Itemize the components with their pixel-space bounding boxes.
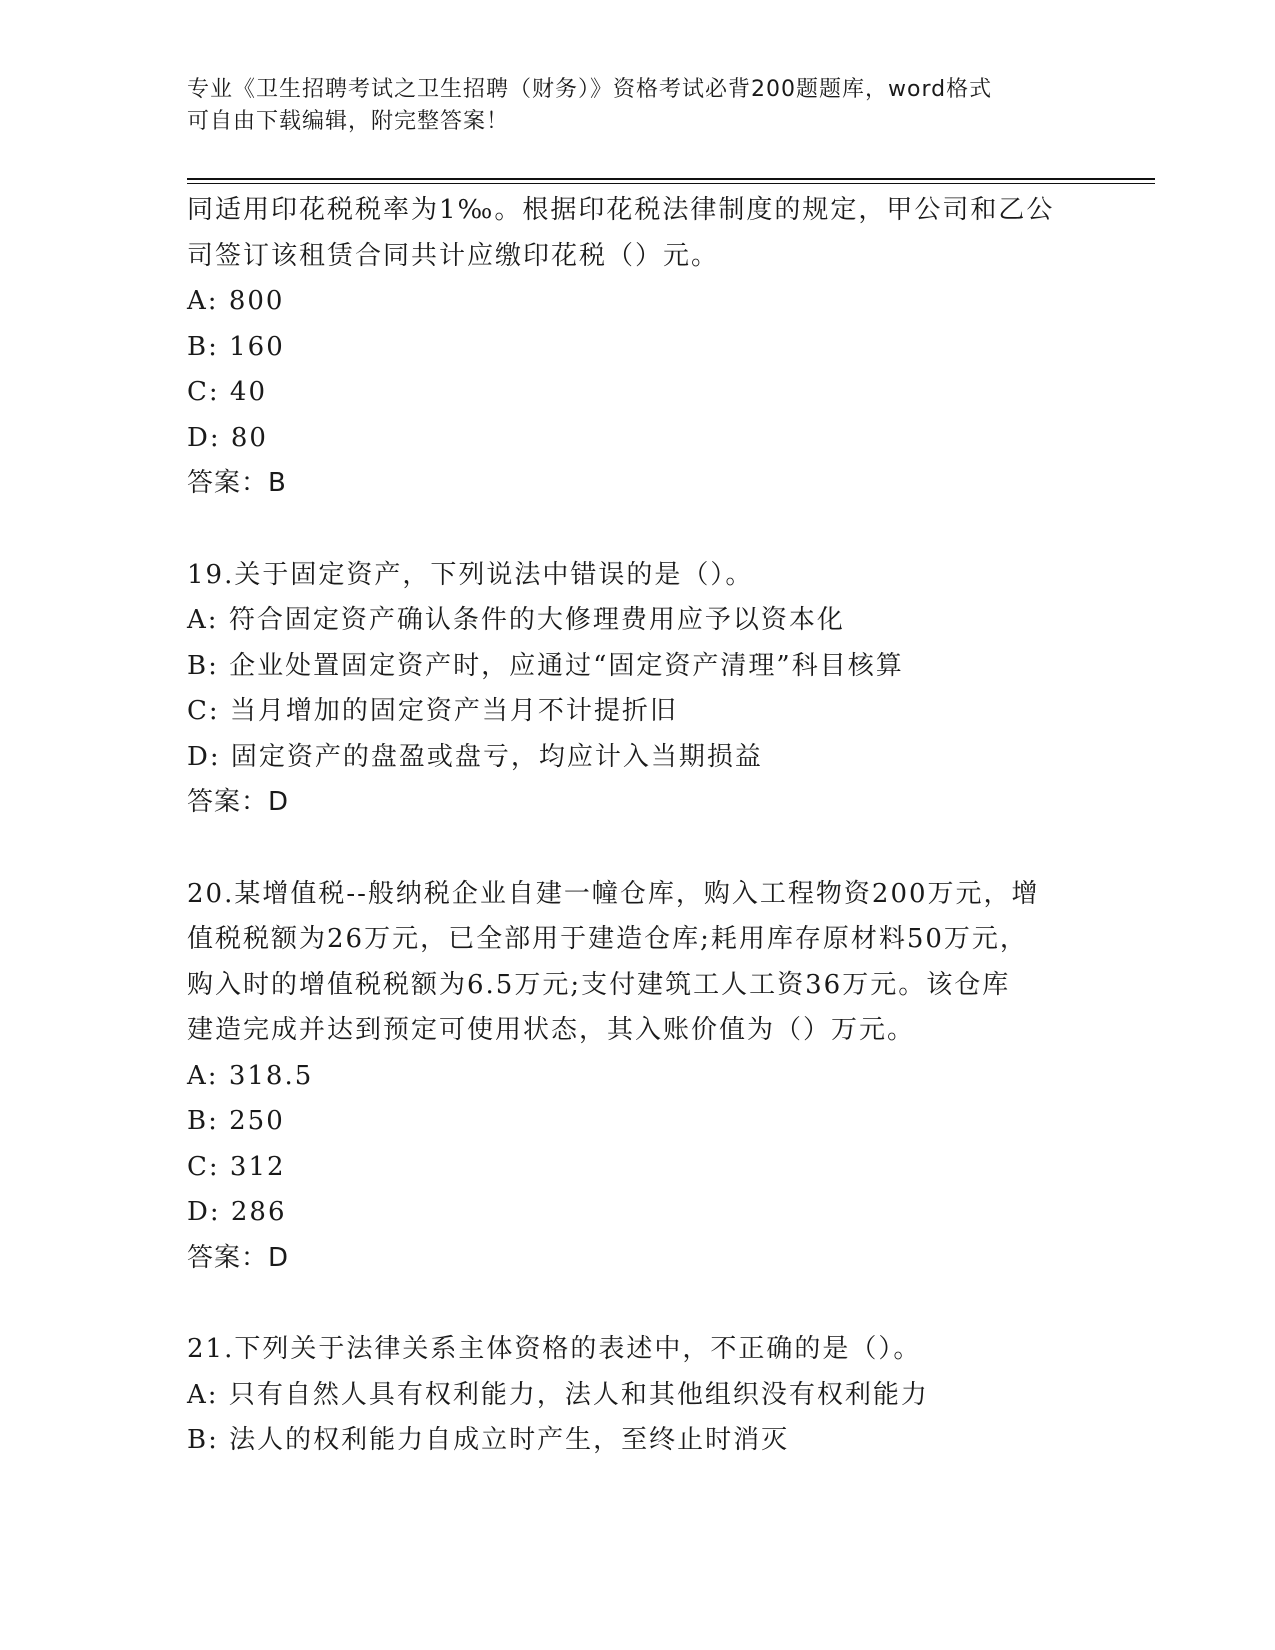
answer-label: 答案：D <box>187 787 290 817</box>
option-c <box>187 689 1087 735</box>
option-key: A: <box>187 286 219 316</box>
question-stem-line: 购入时的增值税税额为6.5万元;支付建筑工人工资36万元。该仓库 <box>187 969 1011 1000</box>
question-stem-line: 司签订该租赁合同共计应缴印花税（）元。 <box>187 240 720 271</box>
question-spacer <box>187 1281 1087 1327</box>
question-stem-line: 21.下列关于法律关系主体资格的表述中，不正确的是（）。 <box>187 1334 922 1364</box>
option-a <box>187 279 1087 325</box>
option-text: 800 <box>228 286 285 316</box>
option-text: 80 <box>230 422 268 453</box>
option-a <box>187 598 1087 644</box>
option-text: 法人的权利能力自成立时产生，至终止时消灭 <box>229 1425 790 1455</box>
option-c <box>187 370 1087 416</box>
question-list <box>187 188 1087 1464</box>
option-text: 250 <box>229 1106 285 1136</box>
option-key: B: <box>187 650 219 681</box>
question-stem-line: 19.关于固定资产，下列说法中错误的是（）。 <box>187 559 754 590</box>
option-key: C: <box>187 377 220 407</box>
option-b <box>187 1418 1087 1464</box>
option-a <box>187 1373 1087 1419</box>
question-stem-line: 20.某增值税--般纳税企业自建一幢仓库，购入工程物资200万元，增 <box>187 878 1040 909</box>
question-18 <box>187 188 1087 507</box>
option-text: 40 <box>229 377 268 407</box>
option-key: A: <box>187 605 219 635</box>
question-19 <box>187 553 1087 826</box>
option-key: B: <box>187 1106 219 1136</box>
document-header <box>187 74 1067 138</box>
question-stem-line: 同适用印花税税率为1‰。根据印花税法律制度的规定，甲公司和乙公 <box>187 195 1055 225</box>
option-d <box>187 416 1087 462</box>
option-d <box>187 1190 1087 1236</box>
option-text: 286 <box>230 1197 287 1227</box>
option-key: C: <box>187 1151 220 1182</box>
question-21 <box>187 1327 1087 1464</box>
option-text: 企业处置固定资产时，应通过“固定资产清理”科目核算 <box>229 650 904 681</box>
header-divider-thick <box>187 178 1155 180</box>
question-20 <box>187 872 1087 1282</box>
option-key: B: <box>187 331 219 362</box>
answer-label: 答案：D <box>187 1242 290 1273</box>
option-d <box>187 735 1087 781</box>
option-key: C: <box>187 696 220 726</box>
option-text: 当月增加的固定资产当月不计提折旧 <box>229 696 678 726</box>
option-key: D: <box>187 422 221 453</box>
option-b <box>187 644 1087 690</box>
option-text: 符合固定资产确认条件的大修理费用应予以资本化 <box>228 605 845 635</box>
option-c <box>187 1145 1087 1191</box>
option-key: A: <box>187 1060 219 1091</box>
header-title-line-1: 专业《卫生招聘考试之卫生招聘（财务）》资格考试必背200题题库，word格式 <box>187 77 993 102</box>
option-b <box>187 325 1087 371</box>
option-b <box>187 1099 1087 1145</box>
option-a <box>187 1054 1087 1100</box>
answer-label: 答案：B <box>187 468 287 498</box>
option-text: 固定资产的盘盈或盘亏，均应计入当期损益 <box>230 741 763 772</box>
option-key: A: <box>187 1379 219 1410</box>
option-text: 318.5 <box>228 1060 314 1091</box>
option-key: B: <box>187 1425 219 1455</box>
question-spacer <box>187 507 1087 553</box>
option-text: 312 <box>229 1151 286 1182</box>
option-key: D: <box>187 1197 221 1227</box>
header-title-line-2: 可自由下载编辑，附完整答案！ <box>187 109 510 134</box>
option-text: 160 <box>229 331 285 362</box>
header-divider-thin <box>187 183 1155 184</box>
option-text: 只有自然人具有权利能力，法人和其他组织没有权利能力 <box>228 1379 929 1410</box>
question-stem-line: 建造完成并达到预定可使用状态，其入账价值为（）万元。 <box>187 1015 916 1045</box>
question-spacer <box>187 826 1087 872</box>
option-key: D: <box>187 741 221 772</box>
question-stem-line: 值税税额为26万元，已全部用于建造仓库;耗用库存原材料50万元， <box>187 924 1028 954</box>
